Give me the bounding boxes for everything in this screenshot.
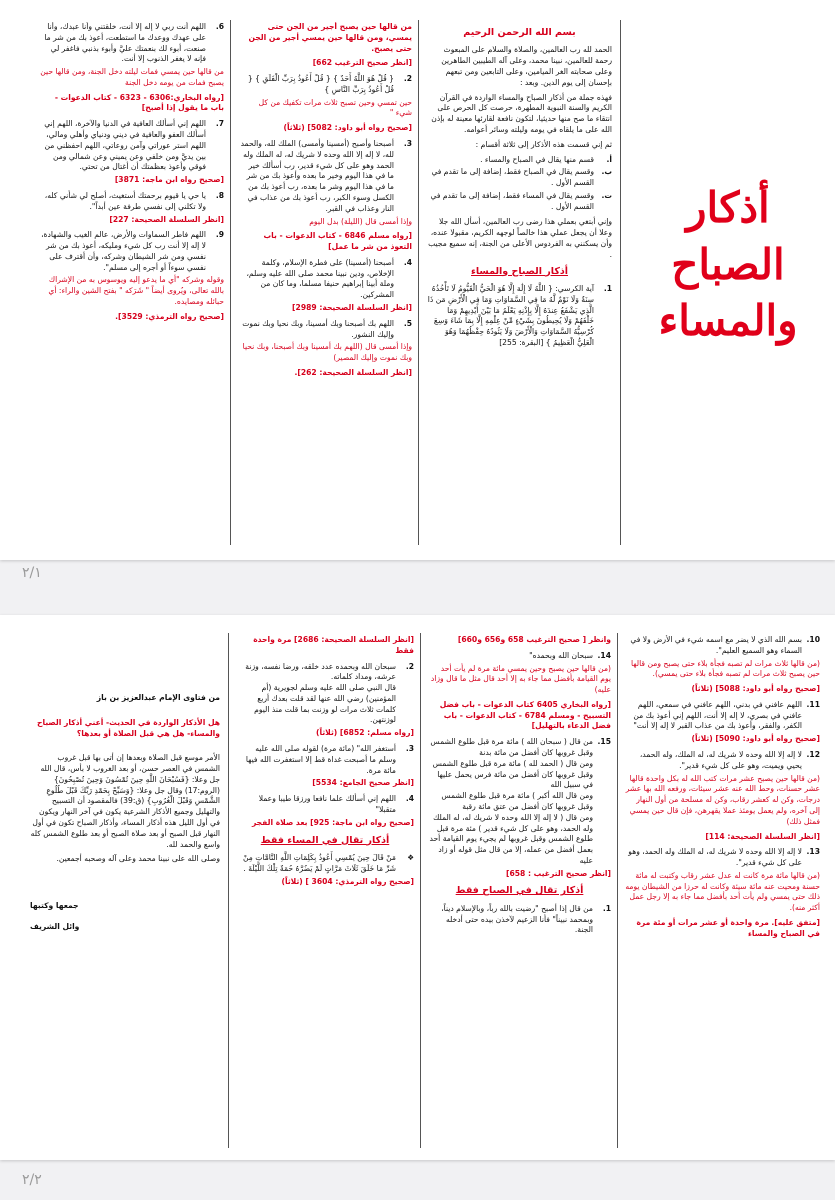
column-divider (228, 633, 229, 1148)
page-number: ٢/١ (22, 565, 42, 581)
section-text: وقسم يقال في الصباح فقط، إضافة إلى ما تقدم في القسم الأول . (431, 167, 594, 188)
item-text: أستغفر الله" (مائة مرة) لقوله صلى الله عليه وسلم ما أصبحت غداة قط إلا استغفرت الله فيها مائة مرة. (245, 744, 396, 775)
hadith-reference: [انظر السلسلة الصحيحة: 2989] (292, 302, 412, 312)
virtue-note: وقوله وشركه "أي ما يدعو إليه ويوسوس به من الإشراك بالله تعالى، ويُروى أيضاً " شَرَكه " بفتح الشين والراء: أي حبائله ومصايده. (48, 275, 224, 306)
dhikr-item (40, 230, 224, 273)
middle-left-column (236, 635, 414, 1150)
item-text: اللهم إني أسألك علما نافعا ورزقا طيبا وعملا متقبلا" (258, 794, 396, 814)
hadith-reference: [رواه البخاري:6306 - 6323 - كتاب الدعوات - باب ما يقول إذا أصبح] (54, 92, 224, 113)
virtue-note: وإذا أمسى قال (الليلة) بدل اليوم (309, 216, 412, 226)
dhikr-item (40, 191, 224, 213)
item-text: لا إله إلا الله وحده لا شريك له، له الملك وله الحمد، وهو على كل شيء قدير". (628, 847, 802, 868)
column-divider (617, 633, 618, 1148)
item-number: 3. (403, 139, 412, 149)
section-label: أ. (606, 154, 612, 164)
section-item (427, 167, 612, 189)
hadith-reference: [صحيح رواه ابن ماجه: 3871] (114, 175, 224, 185)
item-text: يا حي يا قيوم برحمتك أستغيث، أصلح لي شأني كله، ولا تكلني إلى نفسي طرفة عين أبداً". (44, 190, 206, 211)
item-text: اللهم أنت ربي لا إله إلا أنت، خلقتني وأنا عبدك، وأنا على عهدك ووعدك ما استطعت، أعوذ بك من شر ما صنعت، أبوء لك بنعمتك عليَّ وأبوء بذنبي فاغفر لي فإنه لا يغفر الذنوب إلا أنت. (44, 22, 206, 64)
hadith-reference: [انظر السلسلة الصحيحة: 2686] مرة واحدة فقط (253, 635, 414, 655)
intro-column (427, 22, 612, 542)
author-name: وائل الشريف (30, 921, 80, 931)
dhikr-item (427, 284, 612, 349)
dhikr-item (40, 22, 224, 65)
item-text: اللهم فاطر السماوات والأرض، عالم الغيب والشهادة، لا إله إلا أنت رب كل شيء ومليكه، أعوذ بك من شر نفسي ومن شر الشيطان وشركه، وأن أقترف على نفسي سوءاً أو أجره إلى مسلم". (41, 230, 206, 272)
middle-column (240, 22, 412, 542)
page-2 (0, 615, 835, 1160)
basmala: بسم الله الرحمن الرحيم (463, 27, 576, 38)
item-number: 7. (215, 119, 224, 129)
section-text: وقسم يقال في المساء فقط، إضافة إلى ما تقدم في القسم الأول . (430, 190, 594, 211)
dhikr-item (240, 139, 412, 214)
item-number: 13. (806, 847, 820, 857)
section-heading: أذكار تقال في المساء فقط (260, 834, 390, 846)
item-number: 6. (215, 22, 224, 31)
item-text: سبحان الله وبحمده عدد خلقه، ورضا نفسه، وزنة عرشه، ومداد كلماته. قال النبي صلى الله عليه وسلم لجويرية (أم المؤمنين) رضي الله عنها لقد قلت بعدك أربع كلمات ثلاث مرات لو وزنت بما قلت منذ اليوم لوزنتهن. (245, 661, 396, 725)
virtue-note: (من قالها مائة مرة كانت له عدل عشر رقاب وكتبت له مائة حسنة ومحيت عنه مائة سيئة وكانت له حرزا من الشيطان يومه ذلك حتى يمسي ولم يأت أحد بأفضل مما جاء به إلا رجل عمل أكثر منه). (625, 870, 820, 913)
hadith-reference: [انظر صحيح الترغيب : 658] (506, 868, 611, 878)
virtue-note: من قالها حين يصبح أجير من الجن حتى يمسي، ومن قالها حين يمسي أجير من الجن حتى يصبح. (248, 22, 412, 53)
column-divider (620, 20, 621, 545)
fatwa-closing: وصلى الله على نبينا محمد وعلى آله وصحبه أجمعين. (56, 854, 220, 864)
item-number: 15. (597, 737, 611, 747)
column-divider (418, 20, 419, 545)
item-number: 5. (403, 318, 412, 328)
item-text: اللهم بك أصبحنا وبك أمسينا، وبك نحيا وبك نموت وإليك النشور. (242, 318, 394, 339)
dhikr-item (236, 853, 414, 875)
hadith-reference: وانظر [ صحيح الترغيب 658 و656 و660] (457, 635, 611, 644)
intro-paragraph: الحمد لله رب العالمين، والصلاة والسلام على المبعوث رحمة للعالمين، نبينا محمد، وعلى آله الطيبين الطاهرين وعلى صحابته الغر الميامين، وعلى التابعين ومن تبعهم بإحسان إلى يوم الدين. وبعد : (441, 45, 612, 87)
left-column (40, 22, 224, 542)
section-heading: أذكار الصباح والمساء (471, 265, 568, 277)
dhikr-item (236, 744, 414, 776)
item-number: 4. (405, 794, 414, 804)
intro-paragraph: وإني أبتغي بعملي هذا رضى رب العالمين، أسأل الله جلا وعلا أن يجعل عملي هذا خالصاً لوجهه الكريم، مقبولا عنده، وأن يسكنني به الفردوس الأعلى من الجنة، إنه سميع مجيب . (428, 217, 612, 259)
fatwa-column (30, 693, 220, 1133)
dhikr-item (428, 651, 611, 662)
item-number: 10. (806, 635, 820, 644)
hadith-reference: [صحيح رواه الترمذي: 3529]. (115, 311, 224, 321)
hadith-reference: [صحيح رواه أبو داود: 5090] (ثلاثاً) (691, 734, 820, 744)
middle-right-column (428, 635, 611, 1150)
item-text: من قال ( سبحان الله ) مائة مرة قبل طلوع الشمس وقبل غروبها كان أفضل من مائة بدنة ومن قال ( الحمد لله ) مائة مرة قبل طلوع الشمس وقبل غروبها كان أفضل من مائة فرس يحمل عليها في سبيل الله ومن قال الله أكبر ) مائة مرة قبل طلوع الشمس وقبل غروبها كان أفضل من عتق مائة رقبة ومن قال ( لا إله إلا الله وحده لا شريك له، له الملك وله الحمد، وهو على كل شيء قدير ) مئة مرة قبل طلوع الشمس وقبل غروبها لم يجيء يوم القيامة أحد بعمل أفضل من عمله، إلا من قال مثل قوله أو زاد عليه (429, 737, 593, 865)
virtue-note: (من قالها حين يصبح عشر مرات كتب الله له بكل واحدة قالها عشر حسنات، وحط الله عنه عشر سيئات، ورفعه الله بها عشر درجات، وكن له كعشر رقاب، وكن له مسلحة من أول النهار إلى آخره، ولم يعمل يومئذ عملا يقهرهن، فإن قال حين يمسي فمثل ذلك) (625, 773, 820, 826)
hadith-reference: [صحيح رواه أبو داود: 5082] (ثلاثاً) (283, 123, 412, 133)
column-divider (230, 20, 231, 545)
page-title: أذكار الصباح والمساء (658, 183, 798, 346)
item-number: 11. (806, 699, 820, 709)
item-text: أصبحنا وأصبح (أمسينا وأمسى) الملك لله، والحمد لله، لا إله إلا الله وحده لا شريك له، له الملك وله الحمد وهو على كل شيء قدير، رب أسألك خير ما في هذا اليوم وخير ما بعده وأعوذ بك من شر ما في هذا اليوم وشر ما بعده، رب أعوذ بك من الكسل وسوء الكبر، رب أعوذ بك من عذاب في النار وعذاب في القبر. (240, 139, 394, 213)
dhikr-item (428, 737, 611, 866)
virtue-note: (من قالها ثلاث مرات لم تصبه فجأة بلاء حتى يصبح ومن قالها حين يصبح ثلاث مرات لم تصبه فجأة بلاء حتى يمسي). (630, 658, 820, 679)
hadith-reference: [انظر صحيح الترغيب 662] (312, 58, 412, 68)
dhikr-item (625, 750, 820, 772)
item-number: 12. (806, 750, 820, 760)
fatwa-title: من فتاوى الإمام عبدالعزيز بن باز (96, 693, 220, 702)
item-text: لا إله إلا الله وحده لا شريك له، له الملك، وله الحمد، يحيي ويميت، وهو على كل شيء قدير". (639, 750, 802, 770)
column-divider (420, 633, 421, 1148)
item-number: 2. (405, 661, 414, 671)
virtue-note: وإذا أمسى قال (اللهم بك أمسينا وبك أصبحنا، وبك نحيا وبك نموت وإليك المصير) (242, 342, 412, 363)
hadith-reference: [صحيح رواه ابن ماجة: 925] بعد صلاة الفجر (251, 817, 414, 827)
page-1 (0, 0, 835, 560)
credit-line: جمعها وكتبها (30, 901, 79, 911)
dhikr-item (40, 119, 224, 173)
item-text: { قُلْ هُوَ اللَّهُ أَحَدٌ } { قُلْ أَعُوذُ بِرَبِّ الْفَلَقِ } { قُلْ أَعُوذُ بِرَبِّ النَّاسِ } (247, 74, 394, 94)
item-text: اللهم إني أسألك العافية في الدنيا والآخرة، اللهم إني أسألك العفو والعافية في ديني ودنياي وأهلي ومالي، اللهم استر عوراتي وآمن روعاتي، اللهم احفظني من بين يديَّ ومن خلفي وعن يميني وعن شمالي ومن فوقي وأعوذ بعظمتك أن أغتال من تحتي. (44, 119, 206, 172)
dhikr-item (240, 74, 412, 96)
section-item (427, 155, 612, 166)
dhikr-item (236, 662, 414, 727)
hadith-reference: [انظر السلسلة الصحيحة: 114] (705, 831, 820, 841)
right-column (625, 635, 820, 1150)
dhikr-item (428, 904, 611, 936)
item-text: آية الكرسي: { اللَّهُ لَا إِلَٰهَ إِلَّا هُوَ الْحَيُّ الْقَيُّومُ لَا تَأْخُذُهُ سِنَةٌ وَلَا نَوْمٌ لَّهُ مَا فِي السَّمَاوَاتِ وَمَا فِي الْأَرْضِ مَن ذَا الَّذِي يَشْفَعُ عِندَهُ إِلَّا بِإِذْنِهِ يَعْلَمُ مَا بَيْنَ أَيْدِيهِمْ وَمَا خَلْفَهُمْ وَلَا يُحِيطُونَ بِشَيْءٍ مِّنْ عِلْمِهِ إِلَّا بِمَا شَاءَ وَسِعَ كُرْسِيُّهُ السَّمَاوَاتِ وَالْأَرْضَ وَلَا يَئُودُهُ حِفْظُهُمَا وَهُوَ الْعَلِيُّ الْعَظِيمُ } [البقرة: 255] (427, 284, 594, 347)
hadith-reference: [صحيح رواه الترمذي: 3604 ] (ثلاثاً) (281, 876, 414, 886)
item-number: 1. (603, 284, 612, 294)
item-number: 8. (215, 190, 224, 200)
item-text: من قال إذا أصبح "رضيت بالله رباً، وبالإسلام ديناً، وبمحمد نبيناً" فأنا الزعيم لآخذن بيده حتى أدخله الجنة. (441, 903, 593, 935)
intro-paragraph: فهذه جملة من أذكار الصباح والمساء الواردة في القرآن الكريم والسنة النبوية المطهرة، حرصت كل الحرص على انتقاء ما صح منها حديثيا، لتكون نافعة لقارئها معينة له بإذن الله على ما يلقاه في يومه وليلته وسائر أعوامه. (431, 92, 612, 134)
dhikr-item (625, 635, 820, 657)
intro-paragraph: ثم إني قسمت هذه الأذكار إلى ثلاثة أقسام : (475, 139, 612, 149)
page-number: ٢/٢ (22, 1172, 42, 1188)
item-text: سبحان الله وبحمده" (529, 650, 593, 660)
item-text: اللهم عافني في بدني، اللهم عافني في سمعي، اللهم عافني في بصري، لا إله إلا أنت، اللهم إني أعوذ بك من الكفر، والفقر، وأعوذ بك من عذاب القبر لا إله إلا أنت" (633, 699, 802, 731)
item-number: 9. (215, 230, 224, 240)
dhikr-item (240, 258, 412, 301)
hadith-reference: [انظر السلسلة الصحيحة: 227] (109, 214, 224, 224)
item-text: مَنْ قَالَ حِينَ يُمْسِي أَعُوذُ بِكَلِمَاتِ اللَّهِ التَّامَّاتِ مِنْ شَرِّ مَا خَلَقَ ثَلَاثَ مَرَّاتٍ لَمْ يَضُرَّهُ حُمَةٌ تِلْكَ اللَّيْلَةَ . (242, 852, 396, 873)
hadith-reference: [انظر صحيح الجامع: 5534] (312, 778, 414, 788)
hadith-reference: [رواه مسلم 6846 - كتاب الدعوات - باب التعوذ من شر ما عمل] (263, 231, 412, 252)
dhikr-item (625, 700, 820, 732)
virtue-note: (من قالها حين يصبح وحين يمسي مائة مرة لم يأت أحد يوم القيامة بأفضل مما جاء به إلا أحد قال مثل ما قال وزاد عليه) (430, 663, 611, 695)
hadith-reference: [انظر السلسلة الصحيحة: 262]. (294, 367, 412, 377)
virtue-note: من قالها حين يمسي فمات ليلته دخل الجنة، ومن قالها حين يصبح فمات من يومه دخل الجنة (40, 67, 224, 87)
dhikr-item (236, 794, 414, 816)
section-text: قسم منها يقال في الصباح والمساء . (480, 154, 594, 164)
item-number: 4. (403, 257, 412, 267)
hadith-reference: [صحيح رواه أبو داود: 5088] (ثلاثاً) (691, 684, 820, 694)
hadith-reference: [رواه مسلم: 6852] (ثلاثاً) (316, 728, 414, 738)
item-text: بسم الله الذي لا يضر مع اسمه شيء في الأرض ولا في السماء وهو السميع العليم". (630, 635, 802, 655)
dhikr-item (240, 319, 412, 341)
item-number: 2. (403, 74, 412, 84)
bullet-icon: ❖ (407, 852, 414, 862)
item-number: 1. (602, 903, 611, 913)
section-label: ت. (601, 190, 612, 200)
item-text: أصبحنا (أمسينا) على فطرة الإسلام، وكلمة الإخلاص، ودين نبينا محمد صلى الله عليه وسلم، وملة أبينا إبراهيم حنيفا مسلما، وما كان من المشركين. (246, 257, 394, 300)
section-item (427, 191, 612, 213)
fatwa-question: هل الأذكار الواردة في الحديث- أعني أذكار الصباح والمساء- هل هي قبل الصلاة أو بعدها؟ (37, 717, 220, 738)
fatwa-answer: الأمر موسع قبل الصلاة وبعدها إن أتى بها قبل غروب الشمس في العصر حسن، أو بعد الغروب لا بأس، قال الله جل وعلا: {فَسُبْحَانَ اللَّهِ حِينَ تُمْسُونَ وَحِينَ تُصْبِحُونَ} (الروم:17) وقال جل وعلا: {وَسَبِّحْ بِحَمْدِ رَبِّكَ قَبْلَ طُلُوعِ الشَّمْسِ وَقَبْلَ الْغُرُوبِ} (ق:39) فالمقصود أن التسبيح والتهليل وجميع الأذكار الشرعية يكون في آخر النهار ويكون في أول الليل هذه أذكار المساء، وأذكار الصباح تكون في أول النهار قبل الصبح أو بعد صلاة الصبح أو بعد طلوع الشمس كله واسع والحمد لله. (30, 753, 220, 849)
hadith-reference: [متفق عليه]. مرة واحدة أو عشر مرات أو مئة مرة في الصباح والمساء (636, 917, 820, 938)
virtue-note: حين تمسي وحين تصبح ثلاث مرات تكفيك من كل شيء " (258, 97, 412, 118)
dhikr-item (625, 847, 820, 869)
section-heading: أذكار تقال في الصباح فقط (455, 885, 584, 897)
item-number: 3. (405, 744, 414, 754)
hadith-reference: [رواه البخاري 6405 كتاب الدعوات - باب فضل التسبيح - ومسلم 6784 - كتاب الدعوات - باب فضل الدعاء بالتهليل] (439, 699, 611, 731)
item-number: 14. (597, 650, 611, 660)
section-label: ب. (601, 167, 612, 177)
